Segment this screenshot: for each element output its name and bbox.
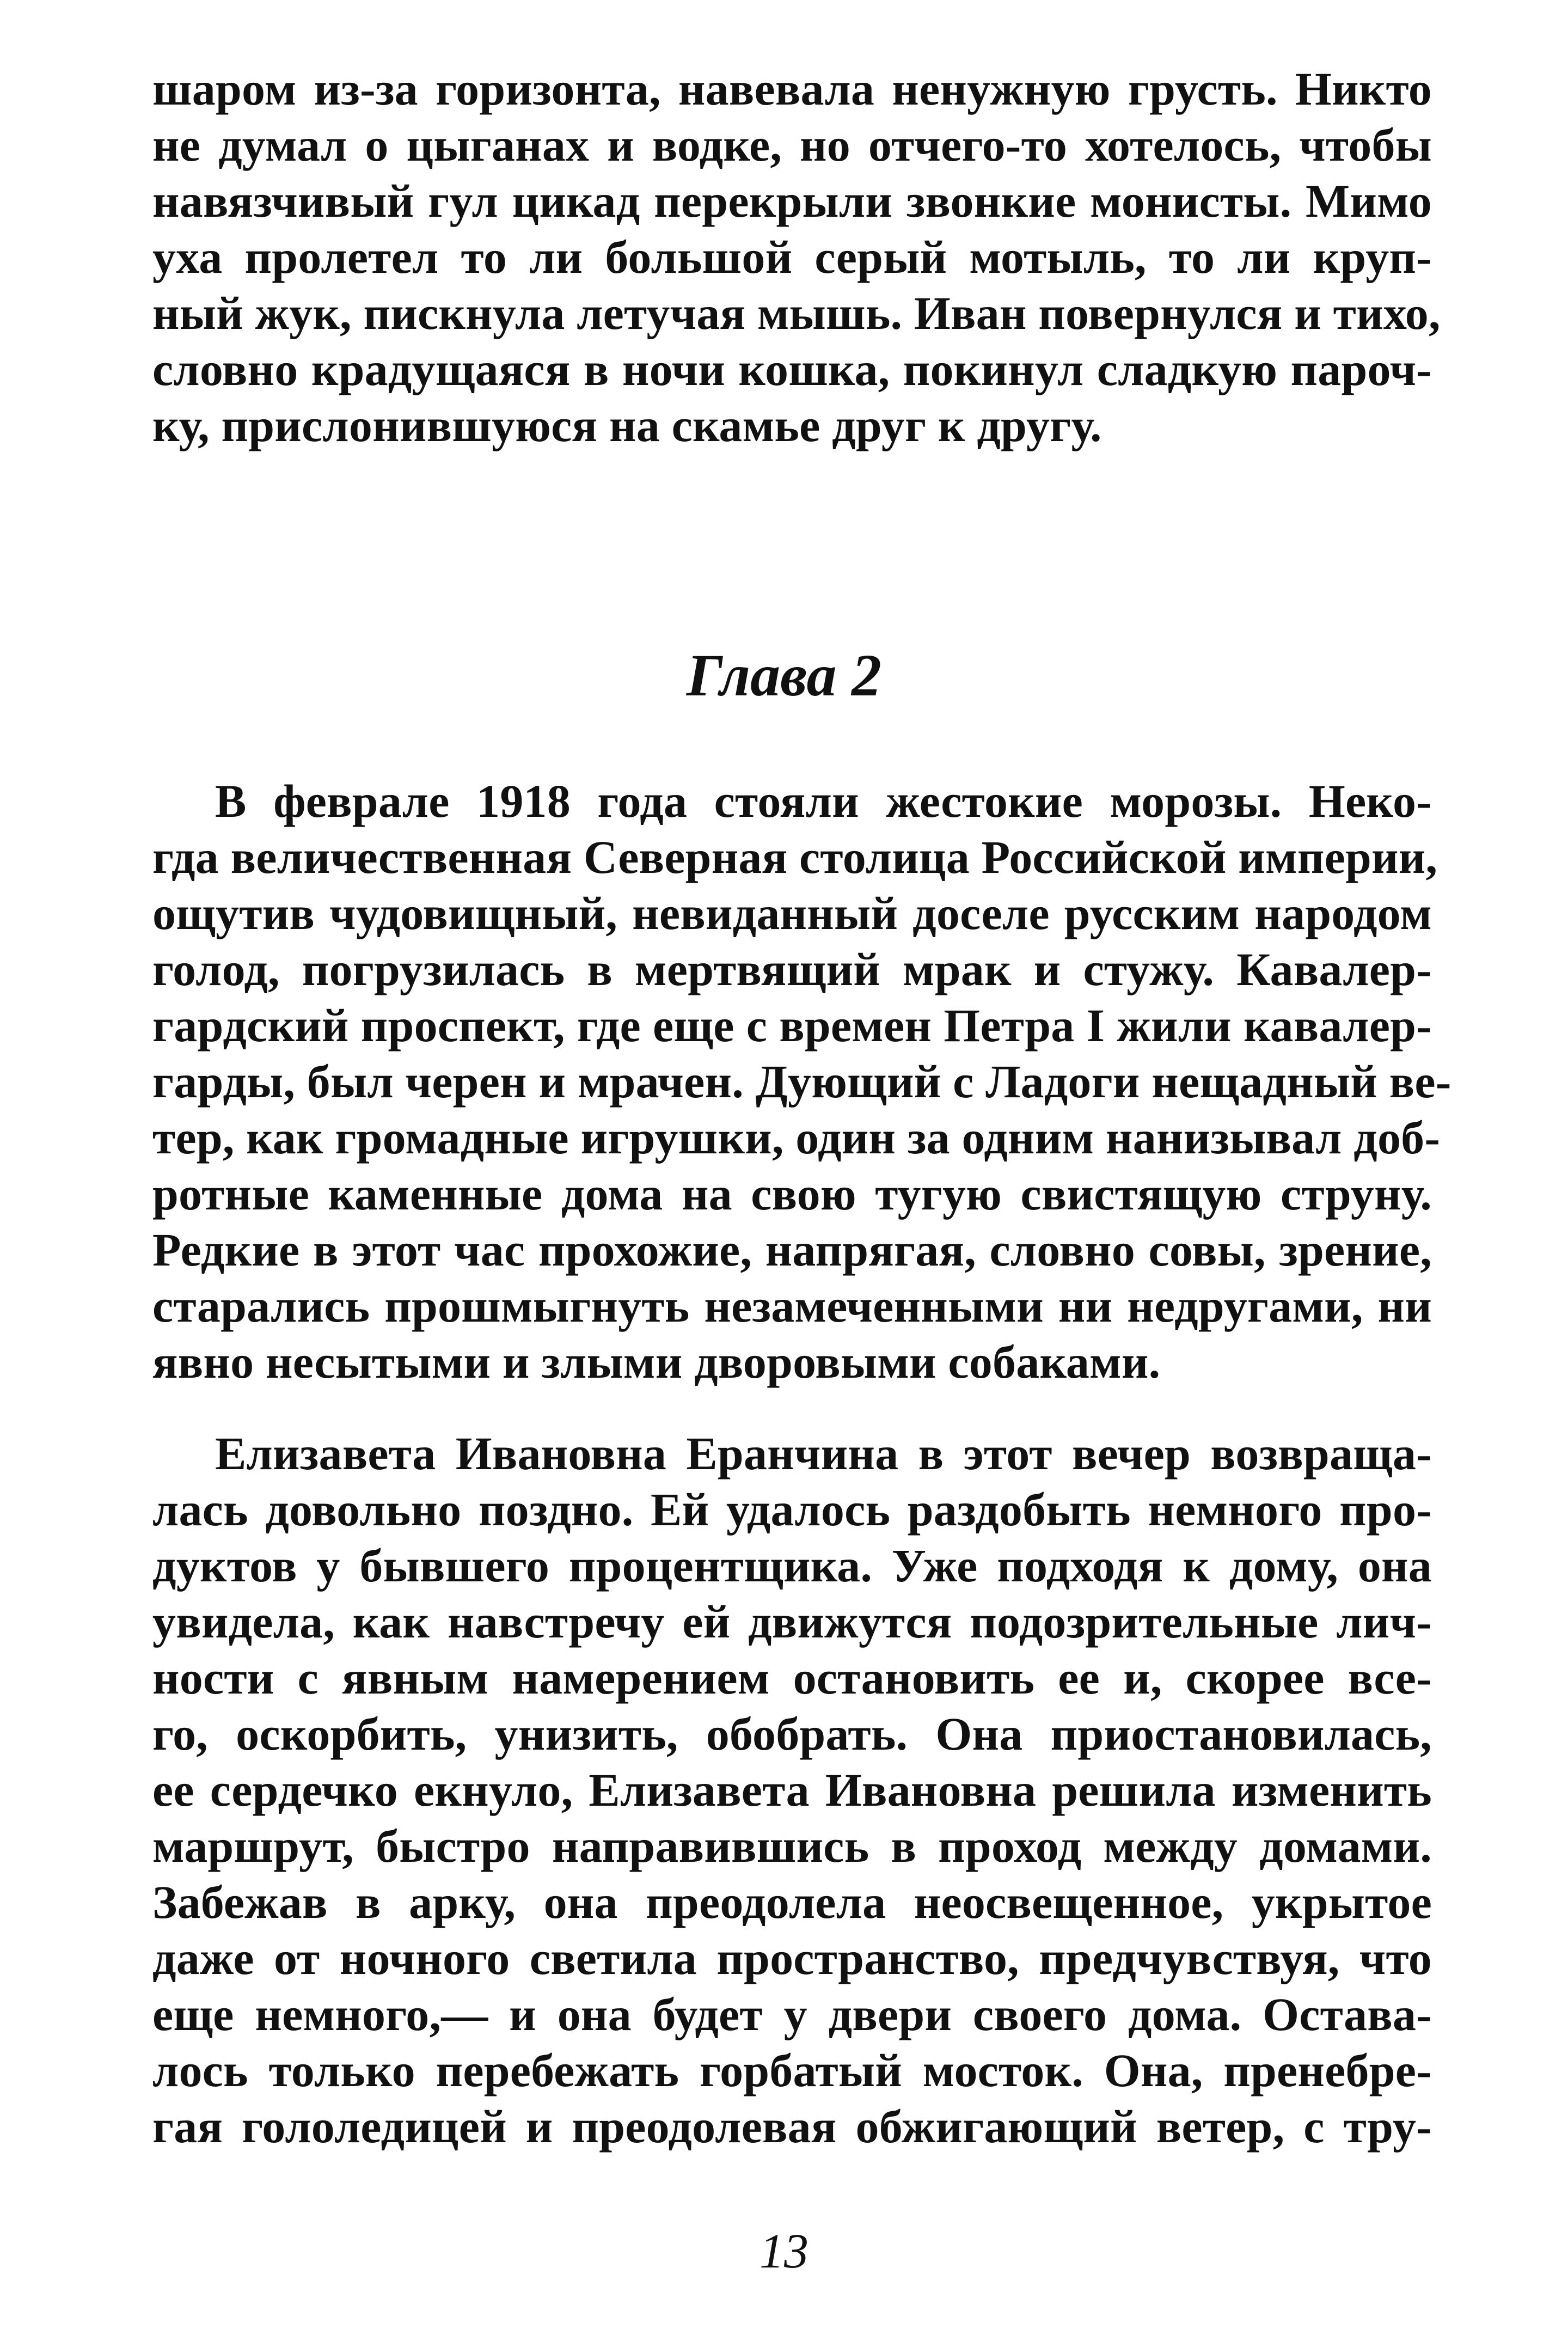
text-line: Забежав в арку, она преодолела неосвещенное, укрытое xyxy=(152,1876,1432,1928)
text-line: Елизавета Ивановна Еранчина в этот вечер возвраща- xyxy=(215,1427,1432,1480)
text-line: еще немного,— и она будет у двери своего дома. Остава- xyxy=(152,1988,1432,2040)
text-line: гарды, был черен и мрачен. Дующий с Ладоги нещадный ве- xyxy=(152,1055,1451,1108)
text-line: навязчивый гул цикад перекрыли звонкие монисты. Мимо xyxy=(152,175,1432,227)
paragraph-1 xyxy=(152,773,1451,1390)
text-line: го, оскорбить, унизить, обобрать. Она приостановилась, xyxy=(152,1708,1432,1760)
text-line: ку, прислонившуюся на скамье друг к другу. xyxy=(152,399,1102,451)
text-line: лась довольно поздно. Ей удалось раздобыть немного про- xyxy=(152,1483,1432,1536)
text-line: В феврале 1918 года стояли жестокие морозы. Неко- xyxy=(215,775,1432,827)
text-line: маршрут, быстро направившись в проход между домами. xyxy=(152,1820,1432,1872)
text-line: старались прошмыгнуть незамеченными ни недругами, ни xyxy=(152,1280,1432,1332)
text-line: ности с явным намерением остановить ее и, скорее все- xyxy=(152,1652,1432,1704)
text-line: гда величественная Северная столица Российской империи, xyxy=(152,831,1438,883)
text-line: тер, как громадные игрушки, один за одним нанизывал доб- xyxy=(152,1111,1441,1164)
page-number: 13 xyxy=(759,2224,808,2278)
text-line: уха пролетел то ли большой серый мотыль, то ли круп- xyxy=(152,231,1432,283)
text-line: дуктов у бывшего процентщика. Уже подходя к дому, она xyxy=(152,1539,1432,1592)
text-line: ный жук, пискнула летучая мышь. Иван повернулся и тихо, xyxy=(152,287,1441,339)
text-line: гардский проспект, где еще с времен Петра I жили кавалер- xyxy=(152,999,1432,1052)
text-line: шаром из-за горизонта, навевала ненужную грусть. Никто xyxy=(152,63,1432,115)
text-line: ее сердечко екнуло, Елизавета Ивановна решила изменить xyxy=(152,1764,1432,1816)
paragraph-2 xyxy=(152,1426,1432,2155)
text-line: лось только перебежать горбатый мосток. Она, пренебре- xyxy=(152,2044,1432,2096)
text-line: не думал о цыганах и водке, но отчего-то хотелось, чтобы xyxy=(152,119,1432,171)
text-line: явно несытыми и злыми дворовыми собаками. xyxy=(152,1336,1161,1388)
text-line: словно крадущаяся в ночи кошка, покинул сладкую пароч- xyxy=(152,343,1432,395)
text-line: гая гололедицей и преодолевая обжигающий ветер, с тру- xyxy=(152,2100,1432,2153)
text-line: Редкие в этот час прохожие, напрягая, словно совы, зрение, xyxy=(152,1224,1432,1276)
text-line: ощутив чудовищный, невиданный доселе русским народом xyxy=(152,887,1432,939)
chapter-heading: Глава 2 xyxy=(687,642,881,708)
text-line: ротные каменные дома на свою тугую свистящую струну. xyxy=(152,1168,1432,1220)
text-line: даже от ночного светила пространство, предчувствуя, что xyxy=(152,1932,1432,1984)
paragraph-continued xyxy=(152,61,1441,454)
text-line: увидела, как навстречу ей движутся подозрительные лич- xyxy=(152,1596,1432,1648)
text-line: голод, погрузилась в мертвящий мрак и стужу. Кавалер- xyxy=(152,943,1432,995)
